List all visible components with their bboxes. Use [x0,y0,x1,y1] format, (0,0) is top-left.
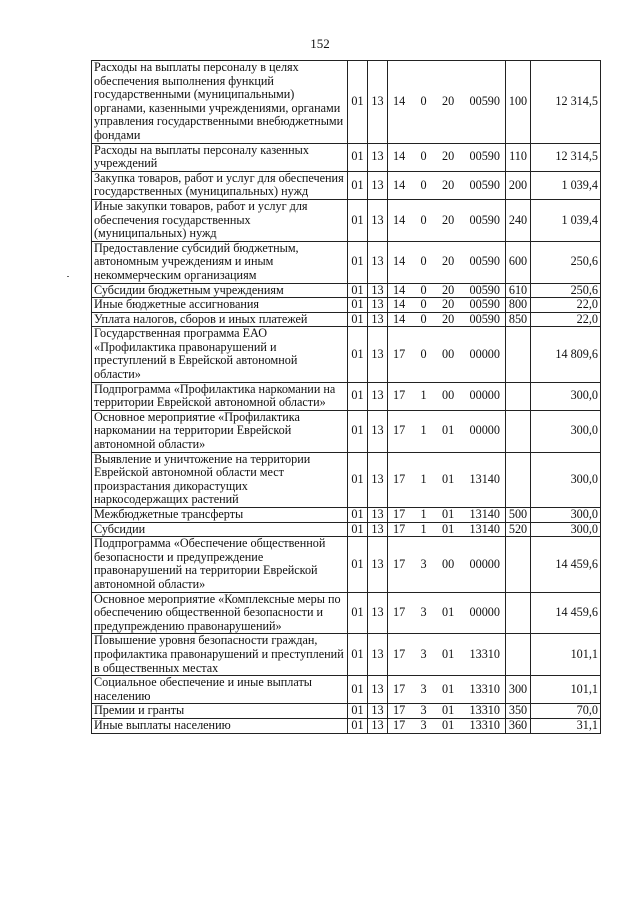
table-row [92,312,601,327]
expense-name-cell: Социальное обеспечение и иные выплаты населению [92,676,348,704]
target-article-part: 00000 [469,556,500,571]
target-article-part: 3 [420,605,427,620]
expense-type-cell [506,327,531,382]
expense-type-cell: 350 [506,704,531,719]
target-article-part: 00590 [469,297,500,312]
subsection-code-cell: 13 [368,704,388,719]
target-article-part: 00000 [469,346,500,361]
target-article-code [390,298,503,312]
expense-name-cell: Межбюджетные трансферты [92,508,348,523]
target-article-part: 20 [441,212,455,227]
table-row [92,634,601,676]
section-code-cell: 01 [348,592,368,634]
table-row [92,61,601,144]
target-article-part: 1 [420,388,427,403]
page-number: 152 [310,36,330,51]
target-article-cell [388,452,506,507]
section-code-cell: 01 [348,312,368,327]
target-article-part: 14 [393,177,406,192]
section-code-cell: 01 [348,283,368,298]
target-article-part: 00 [441,346,455,361]
amount-cell: 101,1 [531,676,601,704]
table-row [92,592,601,634]
amount-cell: 1 039,4 [531,199,601,241]
target-article-part: 0 [420,177,427,192]
target-article-cell [388,410,506,452]
target-article-cell [388,61,506,144]
target-article-part: 1 [420,507,427,521]
target-article-part: 3 [420,646,427,661]
table-row [92,522,601,537]
subsection-code-cell: 13 [368,592,388,634]
target-article-part: 14 [393,282,406,297]
target-article-part: 17 [393,521,406,536]
target-article-part: 3 [420,703,427,718]
amount-cell: 12 314,5 [531,61,601,144]
table-row [92,327,601,382]
target-article-part: 00590 [469,254,500,269]
target-article-part: 00590 [469,282,500,297]
expense-name-cell: Уплата налогов, сборов и иных платежей [92,312,348,327]
target-article-code [390,508,503,522]
target-article-part: 3 [420,556,427,571]
table-row [92,143,601,171]
subsection-code-cell: 13 [368,522,388,537]
section-code-cell: 01 [348,704,368,719]
amount-cell: 300,0 [531,452,601,507]
table-row [92,508,601,523]
subsection-code-cell: 13 [368,537,388,592]
section-code-cell: 01 [348,634,368,676]
subsection-code-cell: 13 [368,410,388,452]
target-article-cell [388,676,506,704]
expense-type-cell: 600 [506,241,531,283]
amount-cell: 250,6 [531,283,601,298]
subsection-code-cell: 13 [368,298,388,313]
target-article-part: 17 [393,423,406,438]
section-code-cell: 01 [348,718,368,733]
target-article-cell [388,537,506,592]
amount-cell: 300,0 [531,522,601,537]
target-article-part: 20 [441,93,455,108]
expense-type-cell [506,634,531,676]
subsection-code-cell: 13 [368,634,388,676]
target-article-part: 13140 [469,472,500,487]
target-article-part: 01 [441,472,455,487]
target-article-code [390,558,503,572]
budget-table-body [92,61,601,734]
target-article-part: 17 [393,717,406,732]
expense-name-cell: Иные закупки товаров, работ и услуг для обеспечения государственных (муниципальных) нужд [92,199,348,241]
target-article-part: 00590 [469,311,500,326]
target-article-part: 01 [441,646,455,661]
subsection-code-cell: 13 [368,718,388,733]
expense-name-cell: Иные бюджетные ассигнования [92,298,348,313]
expense-name-cell: Расходы на выплаты персоналу казенных учреждений [92,143,348,171]
target-article-code [390,95,503,109]
expense-name-cell: Основное мероприятие «Комплексные меры по обеспечению общественной безопасности и предупреждению правонарушений» [92,592,348,634]
target-article-part: 01 [441,717,455,732]
expense-type-cell: 110 [506,143,531,171]
amount-cell: 1 039,4 [531,171,601,199]
target-article-part: 0 [420,149,427,164]
target-article-part: 13310 [469,646,500,661]
target-article-part: 17 [393,556,406,571]
amount-cell: 300,0 [531,382,601,410]
target-article-part: 00590 [469,149,500,164]
target-article-code [390,648,503,662]
target-article-part: 00590 [469,212,500,227]
expense-name-cell: Выявление и уничтожение на территории Еврейской автономной области мест произрастания дикорастущих наркосодержащих растений [92,452,348,507]
section-code-cell: 01 [348,508,368,523]
expense-type-cell: 610 [506,283,531,298]
target-article-cell [388,718,506,733]
expense-name-cell: Подпрограмма «Профилактика наркомании на территории Еврейской автономной области» [92,382,348,410]
amount-cell: 70,0 [531,704,601,719]
target-article-cell [388,298,506,313]
target-article-code [390,424,503,438]
target-article-part: 01 [441,605,455,620]
expense-type-cell [506,452,531,507]
amount-cell: 300,0 [531,508,601,523]
subsection-code-cell: 13 [368,327,388,382]
table-row [92,452,601,507]
target-article-part: 3 [420,681,427,696]
budget-table [91,60,601,734]
subsection-code-cell: 13 [368,312,388,327]
table-row [92,704,601,719]
target-article-code [390,313,503,327]
target-article-part: 14 [393,212,406,227]
target-article-cell [388,522,506,537]
section-code-cell: 01 [348,61,368,144]
section-code-cell: 01 [348,171,368,199]
target-article-part: 00 [441,388,455,403]
target-article-code [390,704,503,718]
expense-type-cell: 500 [506,508,531,523]
subsection-code-cell: 13 [368,241,388,283]
target-article-part: 17 [393,646,406,661]
section-code-cell: 01 [348,410,368,452]
target-article-part: 0 [420,93,427,108]
expense-type-cell: 100 [506,61,531,144]
expense-name-cell: Иные выплаты населению [92,718,348,733]
target-article-part: 01 [441,423,455,438]
target-article-code [390,150,503,164]
target-article-code [390,214,503,228]
expense-name-cell: Субсидии [92,522,348,537]
section-code-cell: 01 [348,199,368,241]
target-article-code [390,284,503,298]
subsection-code-cell: 13 [368,283,388,298]
subsection-code-cell: 13 [368,143,388,171]
expense-type-cell [506,382,531,410]
target-article-part: 0 [420,212,427,227]
expense-type-cell: 300 [506,676,531,704]
expense-type-cell: 240 [506,199,531,241]
target-article-part: 0 [420,282,427,297]
target-article-part: 14 [393,297,406,312]
target-article-cell [388,143,506,171]
expense-type-cell: 850 [506,312,531,327]
target-article-part: 17 [393,346,406,361]
expense-type-cell: 520 [506,522,531,537]
target-article-part: 0 [420,311,427,326]
target-article-part: 0 [420,346,427,361]
amount-cell: 31,1 [531,718,601,733]
target-article-code [390,719,503,733]
expense-type-cell [506,592,531,634]
target-article-part: 14 [393,311,406,326]
target-article-part: 1 [420,472,427,487]
expense-name-cell: Подпрограмма «Обеспечение общественной безопасности и предупреждение правонарушений на территории Еврейской автономной области» [92,537,348,592]
target-article-part: 20 [441,149,455,164]
expense-name-cell: Основное мероприятие «Профилактика наркомании на территории Еврейской автономной области» [92,410,348,452]
expense-type-cell: 800 [506,298,531,313]
target-article-code [390,473,503,487]
target-article-part: 00000 [469,388,500,403]
target-article-part: 13310 [469,717,500,732]
target-article-part: 20 [441,177,455,192]
target-article-part: 14 [393,254,406,269]
target-article-code [390,255,503,269]
section-code-cell: 01 [348,382,368,410]
table-row [92,241,601,283]
expense-name-cell: Расходы на выплаты персоналу в целях обеспечения выполнения функций государственными (муниципальными) органами, казенными учреждениями, органами управления государственными внебюджетными фондами [92,61,348,144]
target-article-part: 20 [441,311,455,326]
expense-name-cell: Субсидии бюджетным учреждениям [92,283,348,298]
section-code-cell: 01 [348,327,368,382]
target-article-cell [388,312,506,327]
subsection-code-cell: 13 [368,199,388,241]
expense-type-cell [506,410,531,452]
target-article-part: 20 [441,254,455,269]
target-article-code [390,348,503,362]
expense-name-cell: Повышение уровня безопасности граждан, профилактика правонарушений и преступлений в общественных местах [92,634,348,676]
table-row [92,199,601,241]
target-article-part: 13140 [469,521,500,536]
target-article-part: 01 [441,507,455,521]
subsection-code-cell: 13 [368,452,388,507]
target-article-code [390,523,503,537]
target-article-cell [388,241,506,283]
target-article-part: 1 [420,521,427,536]
target-article-cell [388,199,506,241]
expense-name-cell: Предоставление субсидий бюджетным, автономным учреждениям и иным некоммерческим организациям [92,241,348,283]
section-code-cell: 01 [348,241,368,283]
target-article-cell [388,634,506,676]
target-article-cell [388,508,506,523]
table-row [92,382,601,410]
subsection-code-cell: 13 [368,676,388,704]
section-code-cell: 01 [348,676,368,704]
target-article-cell [388,592,506,634]
expense-name-cell: Закупка товаров, работ и услуг для обеспечения государственных (муниципальных) нужд [92,171,348,199]
target-article-part: 01 [441,681,455,696]
subsection-code-cell: 13 [368,382,388,410]
table-row [92,537,601,592]
target-article-part: 1 [420,423,427,438]
target-article-cell [388,382,506,410]
target-article-part: 14 [393,93,406,108]
target-article-cell [388,171,506,199]
target-article-part: 01 [441,703,455,718]
amount-cell: 14 459,6 [531,537,601,592]
target-article-part: 13140 [469,507,500,521]
expense-type-cell: 200 [506,171,531,199]
target-article-part: 17 [393,703,406,718]
table-row [92,676,601,704]
target-article-part: 20 [441,282,455,297]
expense-type-cell [506,537,531,592]
target-article-part: 17 [393,388,406,403]
target-article-cell [388,704,506,719]
table-row [92,283,601,298]
target-article-part: 01 [441,521,455,536]
target-article-part: 14 [393,149,406,164]
expense-type-cell: 360 [506,718,531,733]
amount-cell: 250,6 [531,241,601,283]
amount-cell: 14 809,6 [531,327,601,382]
amount-cell: 14 459,6 [531,592,601,634]
scan-mark [67,276,69,277]
section-code-cell: 01 [348,522,368,537]
target-article-code [390,389,503,403]
target-article-part: 20 [441,297,455,312]
target-article-part: 00 [441,556,455,571]
table-row [92,718,601,733]
table-row [92,298,601,313]
amount-cell: 22,0 [531,312,601,327]
target-article-part: 3 [420,717,427,732]
target-article-part: 17 [393,507,406,521]
target-article-code [390,606,503,620]
target-article-part: 13310 [469,681,500,696]
section-code-cell: 01 [348,452,368,507]
amount-cell: 101,1 [531,634,601,676]
target-article-part: 17 [393,681,406,696]
table-row [92,171,601,199]
section-code-cell: 01 [348,537,368,592]
target-article-cell [388,283,506,298]
target-article-code [390,179,503,193]
expense-name-cell: Государственная программа ЕАО «Профилактика правонарушений и преступлений в Еврейской автономной области» [92,327,348,382]
section-code-cell: 01 [348,298,368,313]
expense-name-cell: Премии и гранты [92,704,348,719]
target-article-part: 17 [393,605,406,620]
target-article-part: 0 [420,297,427,312]
target-article-part: 00000 [469,605,500,620]
subsection-code-cell: 13 [368,508,388,523]
amount-cell: 22,0 [531,298,601,313]
amount-cell: 12 314,5 [531,143,601,171]
target-article-code [390,683,503,697]
table-row [92,410,601,452]
subsection-code-cell: 13 [368,171,388,199]
target-article-part: 13310 [469,703,500,718]
section-code-cell: 01 [348,143,368,171]
target-article-part: 00590 [469,93,500,108]
target-article-part: 00590 [469,177,500,192]
target-article-part: 0 [420,254,427,269]
subsection-code-cell: 13 [368,61,388,144]
target-article-cell [388,327,506,382]
target-article-part: 00000 [469,423,500,438]
target-article-part: 17 [393,472,406,487]
amount-cell: 300,0 [531,410,601,452]
